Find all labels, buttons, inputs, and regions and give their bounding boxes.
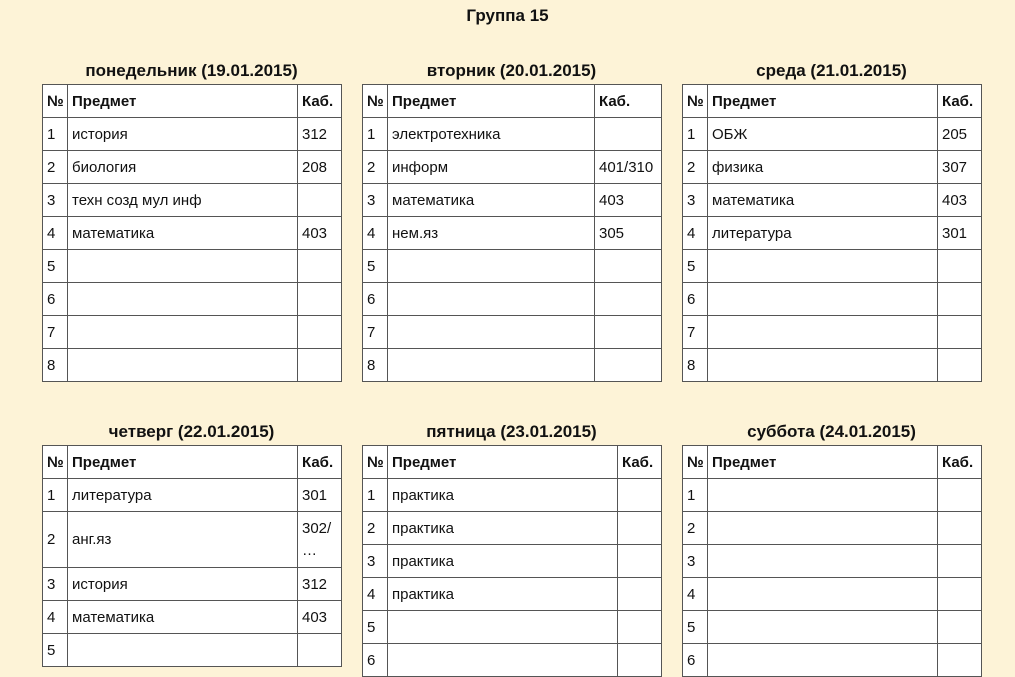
day-schedule-tuesday [362, 58, 661, 382]
table-row [683, 479, 982, 512]
room-cell: 301 [298, 479, 342, 512]
room-cell [938, 512, 982, 545]
schedule-table [682, 445, 982, 677]
table-header-row [683, 446, 982, 479]
subject-cell [708, 250, 938, 283]
col-num-header: № [43, 446, 68, 479]
subject-cell [388, 349, 595, 382]
col-num-header: № [683, 446, 708, 479]
col-room-header: Каб. [298, 446, 342, 479]
col-num-header: № [363, 85, 388, 118]
room-cell [938, 316, 982, 349]
room-cell: 205 [938, 118, 982, 151]
lesson-number: 2 [43, 151, 68, 184]
day-title: четверг (22.01.2015) [108, 422, 275, 441]
room-cell [298, 283, 342, 316]
table-row [363, 349, 662, 382]
room-cell [938, 349, 982, 382]
subject-cell: анг.яз [68, 512, 298, 568]
table-row [43, 118, 342, 151]
table-header-row [683, 85, 982, 118]
lesson-number: 1 [43, 118, 68, 151]
table-row [683, 349, 982, 382]
subject-cell [388, 644, 618, 677]
table-row [683, 184, 982, 217]
table-row [363, 316, 662, 349]
lesson-number: 7 [43, 316, 68, 349]
subject-cell: нем.яз [388, 217, 595, 250]
table-row [363, 250, 662, 283]
table-header-row [363, 446, 662, 479]
col-room-header: Каб. [618, 446, 662, 479]
col-room-header: Каб. [298, 85, 342, 118]
lesson-number: 2 [43, 512, 68, 568]
col-subject-header: Предмет [68, 446, 298, 479]
room-cell [618, 578, 662, 611]
lesson-number: 2 [363, 151, 388, 184]
room-cell: 403 [298, 217, 342, 250]
table-row [683, 316, 982, 349]
table-header-row [43, 446, 342, 479]
subject-cell: литература [68, 479, 298, 512]
room-cell [618, 644, 662, 677]
day-schedule-saturday [682, 419, 981, 677]
table-row [43, 151, 342, 184]
schedule-table [362, 445, 662, 677]
table-row [363, 151, 662, 184]
subject-cell: практика [388, 578, 618, 611]
subject-cell: история [68, 118, 298, 151]
table-row [683, 545, 982, 578]
table-row [683, 118, 982, 151]
room-cell [298, 349, 342, 382]
room-cell [595, 118, 662, 151]
room-cell [618, 512, 662, 545]
lesson-number: 8 [683, 349, 708, 382]
subject-cell: информ [388, 151, 595, 184]
subject-cell [68, 316, 298, 349]
subject-cell: математика [708, 184, 938, 217]
subject-cell: практика [388, 479, 618, 512]
table-row [363, 118, 662, 151]
subject-cell [68, 349, 298, 382]
col-room-header: Каб. [938, 446, 982, 479]
lesson-number: 7 [363, 316, 388, 349]
room-cell: 403 [298, 601, 342, 634]
day-schedule-monday [42, 58, 341, 382]
lesson-number: 2 [363, 512, 388, 545]
subject-cell [708, 644, 938, 677]
lesson-number: 1 [363, 118, 388, 151]
table-row [683, 217, 982, 250]
page-title: Группа 15 [466, 6, 549, 25]
room-cell [595, 250, 662, 283]
lesson-number: 7 [683, 316, 708, 349]
room-cell [298, 634, 342, 667]
subject-cell [68, 283, 298, 316]
lesson-number: 2 [683, 151, 708, 184]
day-title: суббота (24.01.2015) [747, 422, 916, 441]
subject-cell: математика [388, 184, 595, 217]
schedule-table [42, 445, 342, 667]
lesson-number: 5 [363, 250, 388, 283]
table-row [43, 349, 342, 382]
day-schedule-thursday [42, 419, 341, 667]
lesson-number: 4 [363, 217, 388, 250]
subject-cell [388, 611, 618, 644]
col-subject-header: Предмет [708, 446, 938, 479]
schedule-table [682, 84, 982, 382]
subject-cell [708, 316, 938, 349]
table-row [43, 512, 342, 568]
subject-cell [68, 250, 298, 283]
room-cell: 312 [298, 568, 342, 601]
room-cell [618, 479, 662, 512]
subject-cell: физика [708, 151, 938, 184]
table-row [363, 545, 662, 578]
day-title: пятница (23.01.2015) [426, 422, 597, 441]
table-row [43, 184, 342, 217]
room-cell: 403 [595, 184, 662, 217]
subject-cell: практика [388, 512, 618, 545]
lesson-number: 6 [43, 283, 68, 316]
col-subject-header: Предмет [708, 85, 938, 118]
table-header-row [363, 85, 662, 118]
room-cell [298, 316, 342, 349]
table-row [363, 283, 662, 316]
subject-cell [708, 545, 938, 578]
room-cell [618, 611, 662, 644]
col-subject-header: Предмет [388, 85, 595, 118]
table-row [363, 512, 662, 545]
table-row [43, 316, 342, 349]
table-row [683, 578, 982, 611]
room-cell: 301 [938, 217, 982, 250]
lesson-number: 5 [43, 634, 68, 667]
table-row [683, 151, 982, 184]
room-cell: 307 [938, 151, 982, 184]
lesson-number: 6 [683, 644, 708, 677]
lesson-number: 3 [43, 184, 68, 217]
room-cell: 302/ … [298, 512, 342, 568]
table-row [43, 634, 342, 667]
lesson-number: 6 [363, 644, 388, 677]
day-schedule-wednesday [682, 58, 981, 382]
col-num-header: № [363, 446, 388, 479]
subject-cell [388, 283, 595, 316]
lesson-number: 1 [683, 479, 708, 512]
day-title: понедельник (19.01.2015) [85, 61, 298, 80]
table-row [363, 479, 662, 512]
room-cell [298, 250, 342, 283]
lesson-number: 1 [683, 118, 708, 151]
room-cell [938, 283, 982, 316]
table-row [683, 283, 982, 316]
lesson-number: 3 [683, 184, 708, 217]
room-cell [938, 545, 982, 578]
room-cell: 312 [298, 118, 342, 151]
lesson-number: 3 [683, 545, 708, 578]
subject-cell: история [68, 568, 298, 601]
subject-cell [708, 578, 938, 611]
subject-cell: ОБЖ [708, 118, 938, 151]
lesson-number: 4 [43, 601, 68, 634]
room-cell [938, 578, 982, 611]
subject-cell: биология [68, 151, 298, 184]
lesson-number: 3 [363, 184, 388, 217]
col-num-header: № [683, 85, 708, 118]
room-cell [595, 316, 662, 349]
table-row [43, 250, 342, 283]
lesson-number: 4 [683, 578, 708, 611]
col-subject-header: Предмет [388, 446, 618, 479]
room-cell: 305 [595, 217, 662, 250]
room-cell: 403 [938, 184, 982, 217]
room-cell [298, 184, 342, 217]
room-cell [938, 250, 982, 283]
table-row [43, 283, 342, 316]
subject-cell: математика [68, 601, 298, 634]
lesson-number: 4 [43, 217, 68, 250]
lesson-number: 8 [363, 349, 388, 382]
subject-cell: электротехника [388, 118, 595, 151]
col-room-header: Каб. [595, 85, 662, 118]
room-cell [938, 611, 982, 644]
table-row [363, 644, 662, 677]
lesson-number: 5 [363, 611, 388, 644]
lesson-number: 4 [363, 578, 388, 611]
lesson-number: 6 [363, 283, 388, 316]
lesson-number: 8 [43, 349, 68, 382]
subject-cell [388, 316, 595, 349]
table-row [43, 568, 342, 601]
col-num-header: № [43, 85, 68, 118]
lesson-number: 2 [683, 512, 708, 545]
table-row [683, 644, 982, 677]
lesson-number: 5 [683, 611, 708, 644]
lesson-number: 5 [683, 250, 708, 283]
schedule-table [42, 84, 342, 382]
subject-cell [708, 349, 938, 382]
subject-cell [708, 283, 938, 316]
schedule-table [362, 84, 662, 382]
lesson-number: 5 [43, 250, 68, 283]
table-row [683, 250, 982, 283]
table-row [363, 184, 662, 217]
table-row [363, 217, 662, 250]
table-row [43, 217, 342, 250]
table-row [43, 479, 342, 512]
table-row [683, 512, 982, 545]
day-title: вторник (20.01.2015) [426, 61, 597, 80]
lesson-number: 1 [363, 479, 388, 512]
lesson-number: 3 [363, 545, 388, 578]
col-room-header: Каб. [938, 85, 982, 118]
table-row [683, 611, 982, 644]
lesson-number: 4 [683, 217, 708, 250]
room-cell [938, 479, 982, 512]
subject-cell [68, 634, 298, 667]
lesson-number: 6 [683, 283, 708, 316]
subject-cell: практика [388, 545, 618, 578]
table-row [43, 601, 342, 634]
col-subject-header: Предмет [68, 85, 298, 118]
lesson-number: 3 [43, 568, 68, 601]
table-header-row [43, 85, 342, 118]
day-schedule-friday [362, 419, 661, 677]
table-row [363, 578, 662, 611]
room-cell [938, 644, 982, 677]
room-cell [595, 349, 662, 382]
table-row [363, 611, 662, 644]
day-title: среда (21.01.2015) [756, 61, 907, 80]
subject-cell: техн созд мул инф [68, 184, 298, 217]
subject-cell: литература [708, 217, 938, 250]
subject-cell [708, 479, 938, 512]
subject-cell [388, 250, 595, 283]
lesson-number: 1 [43, 479, 68, 512]
room-cell: 401/310 [595, 151, 662, 184]
room-cell [595, 283, 662, 316]
subject-cell [708, 512, 938, 545]
room-cell: 208 [298, 151, 342, 184]
subject-cell: математика [68, 217, 298, 250]
subject-cell [708, 611, 938, 644]
room-cell [618, 545, 662, 578]
